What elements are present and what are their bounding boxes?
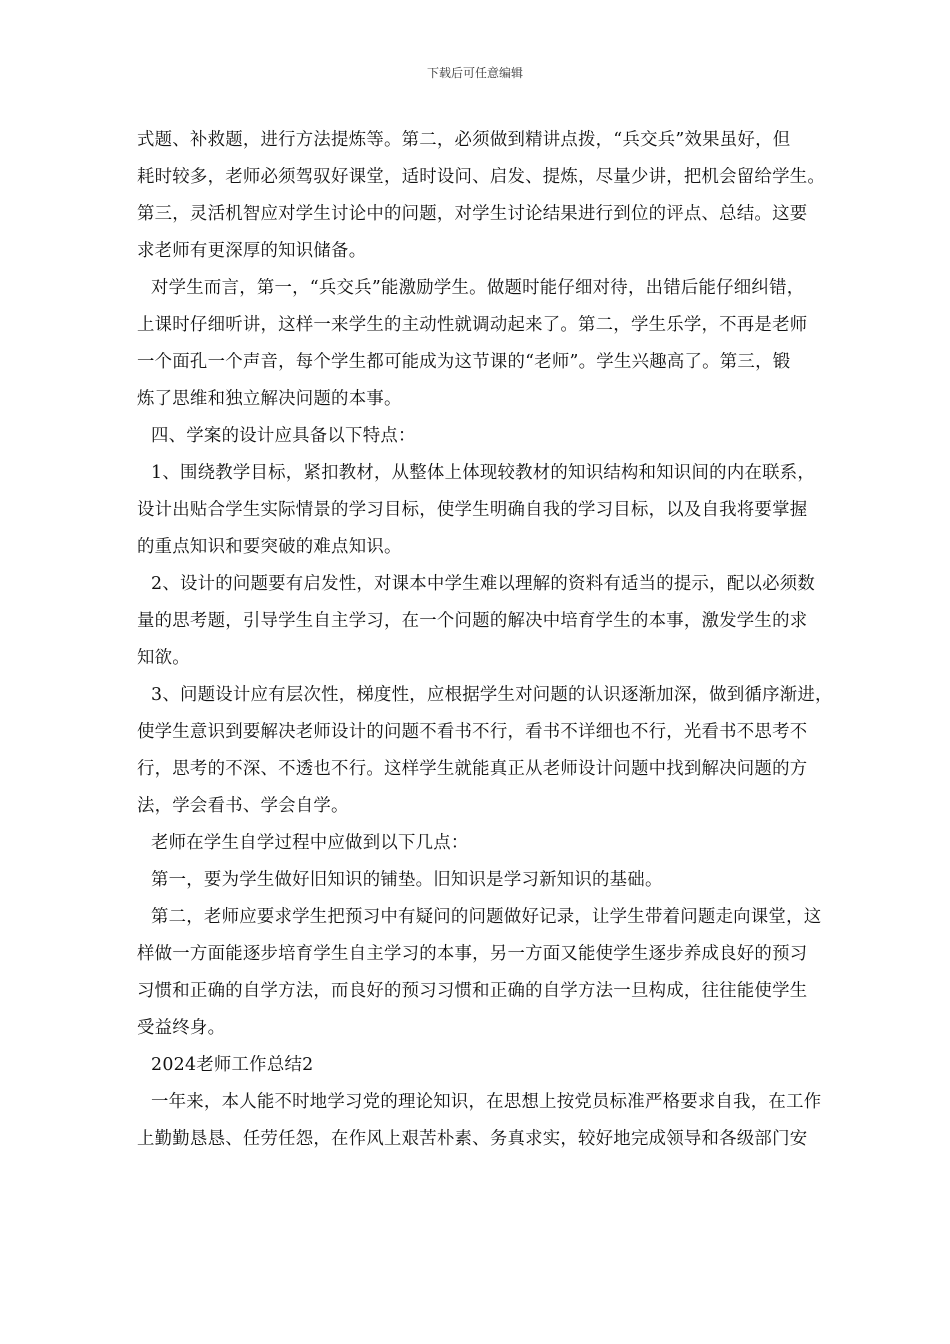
text-line: 炼了思维和独立解决问题的本事。 (137, 389, 402, 409)
text-line: 对学生而言，第一，“兵交兵”能激励学生。做题时能仔细对待，出错后能仔细纠错， (151, 278, 805, 298)
text-line: 设计出贴合学生实际情景的学习目标，使学生明确自我的学习目标，以及自我将要掌握 (137, 500, 808, 520)
text-line: 2、设计的问题要有启发性，对课本中学生难以理解的资料有适当的提示，配以必须数 (151, 574, 816, 594)
text-line: 式题、补救题，进行方法提炼等。第二，必须做到精讲点拨，“兵交兵”效果虽好，但 (137, 130, 791, 150)
text-line: 法，学会看书、学会自学。 (137, 796, 349, 816)
text-line: 习惯和正确的自学方法，而良好的预习习惯和正确的自学方法一旦构成，往往能使学生 (137, 981, 808, 1001)
text-line: 行，思考的不深、不透也不行。这样学生就能真正从老师设计问题中找到解决问题的方 (137, 759, 808, 779)
text-line: 第二，老师应要求学生把预习中有疑问的问题做好记录，让学生带着问题走向课堂，这 (151, 907, 822, 927)
text-line: 样做一方面能逐步培育学生自主学习的本事，另一方面又能使学生逐步养成良好的预习 (137, 944, 808, 964)
text-line: 上课时仔细听讲，这样一来学生的主动性就调动起来了。第二，学生乐学，不再是老师 (137, 315, 808, 335)
text-line: 一年来，本人能不时地学习党的理论知识，在思想上按党员标准严格要求自我，在工作 (151, 1092, 822, 1112)
text-line: 受益终身。 (137, 1018, 226, 1038)
text-line: 上勤勤恳恳、任劳任怨，在作风上艰苦朴素、务真求实，较好地完成领导和各级部门安 (137, 1129, 808, 1149)
text-line: 1、围绕教学目标，紧扣教材，从整体上体现较教材的知识结构和知识间的内在联系， (151, 463, 816, 483)
text-line: 第三，灵活机智应对学生讨论中的问题，对学生讨论结果进行到位的评点、总结。这要 (137, 204, 808, 224)
text-line: 使学生意识到要解决老师设计的问题不看书不行，看书不详细也不行，光看书不思考不 (137, 722, 808, 742)
text-line: 知欲。 (137, 648, 190, 668)
text-line: 耗时较多，老师必须驾驭好课堂，适时设问、启发、提炼，尽量少讲，把机会留给学生。 (137, 167, 825, 187)
text-line: 的重点知识和要突破的难点知识。 (137, 537, 402, 557)
text-line: 3、问题设计应有层次性，梯度性，应根据学生对问题的认识逐渐加深，做到循序渐进， (151, 685, 833, 705)
text-line: 2024老师工作总结2 (151, 1055, 314, 1075)
text-line: 一个面孔一个声音，每个学生都可能成为这节课的“老师”。学生兴趣高了。第三，锻 (137, 352, 791, 372)
text-line: 量的思考题，引导学生自主学习，在一个问题的解决中培育学生的本事，激发学生的求 (137, 611, 808, 631)
text-line: 老师在学生自学过程中应做到以下几点： (151, 833, 469, 853)
header-note: 下载后可任意编辑 (426, 66, 523, 80)
text-line: 求老师有更深厚的知识储备。 (137, 241, 367, 261)
text-line: 第一，要为学生做好旧知识的铺垫。旧知识是学习新知识的基础。 (151, 870, 663, 890)
text-line: 四、学案的设计应具备以下特点： (151, 426, 416, 446)
document-body (137, 122, 897, 1158)
